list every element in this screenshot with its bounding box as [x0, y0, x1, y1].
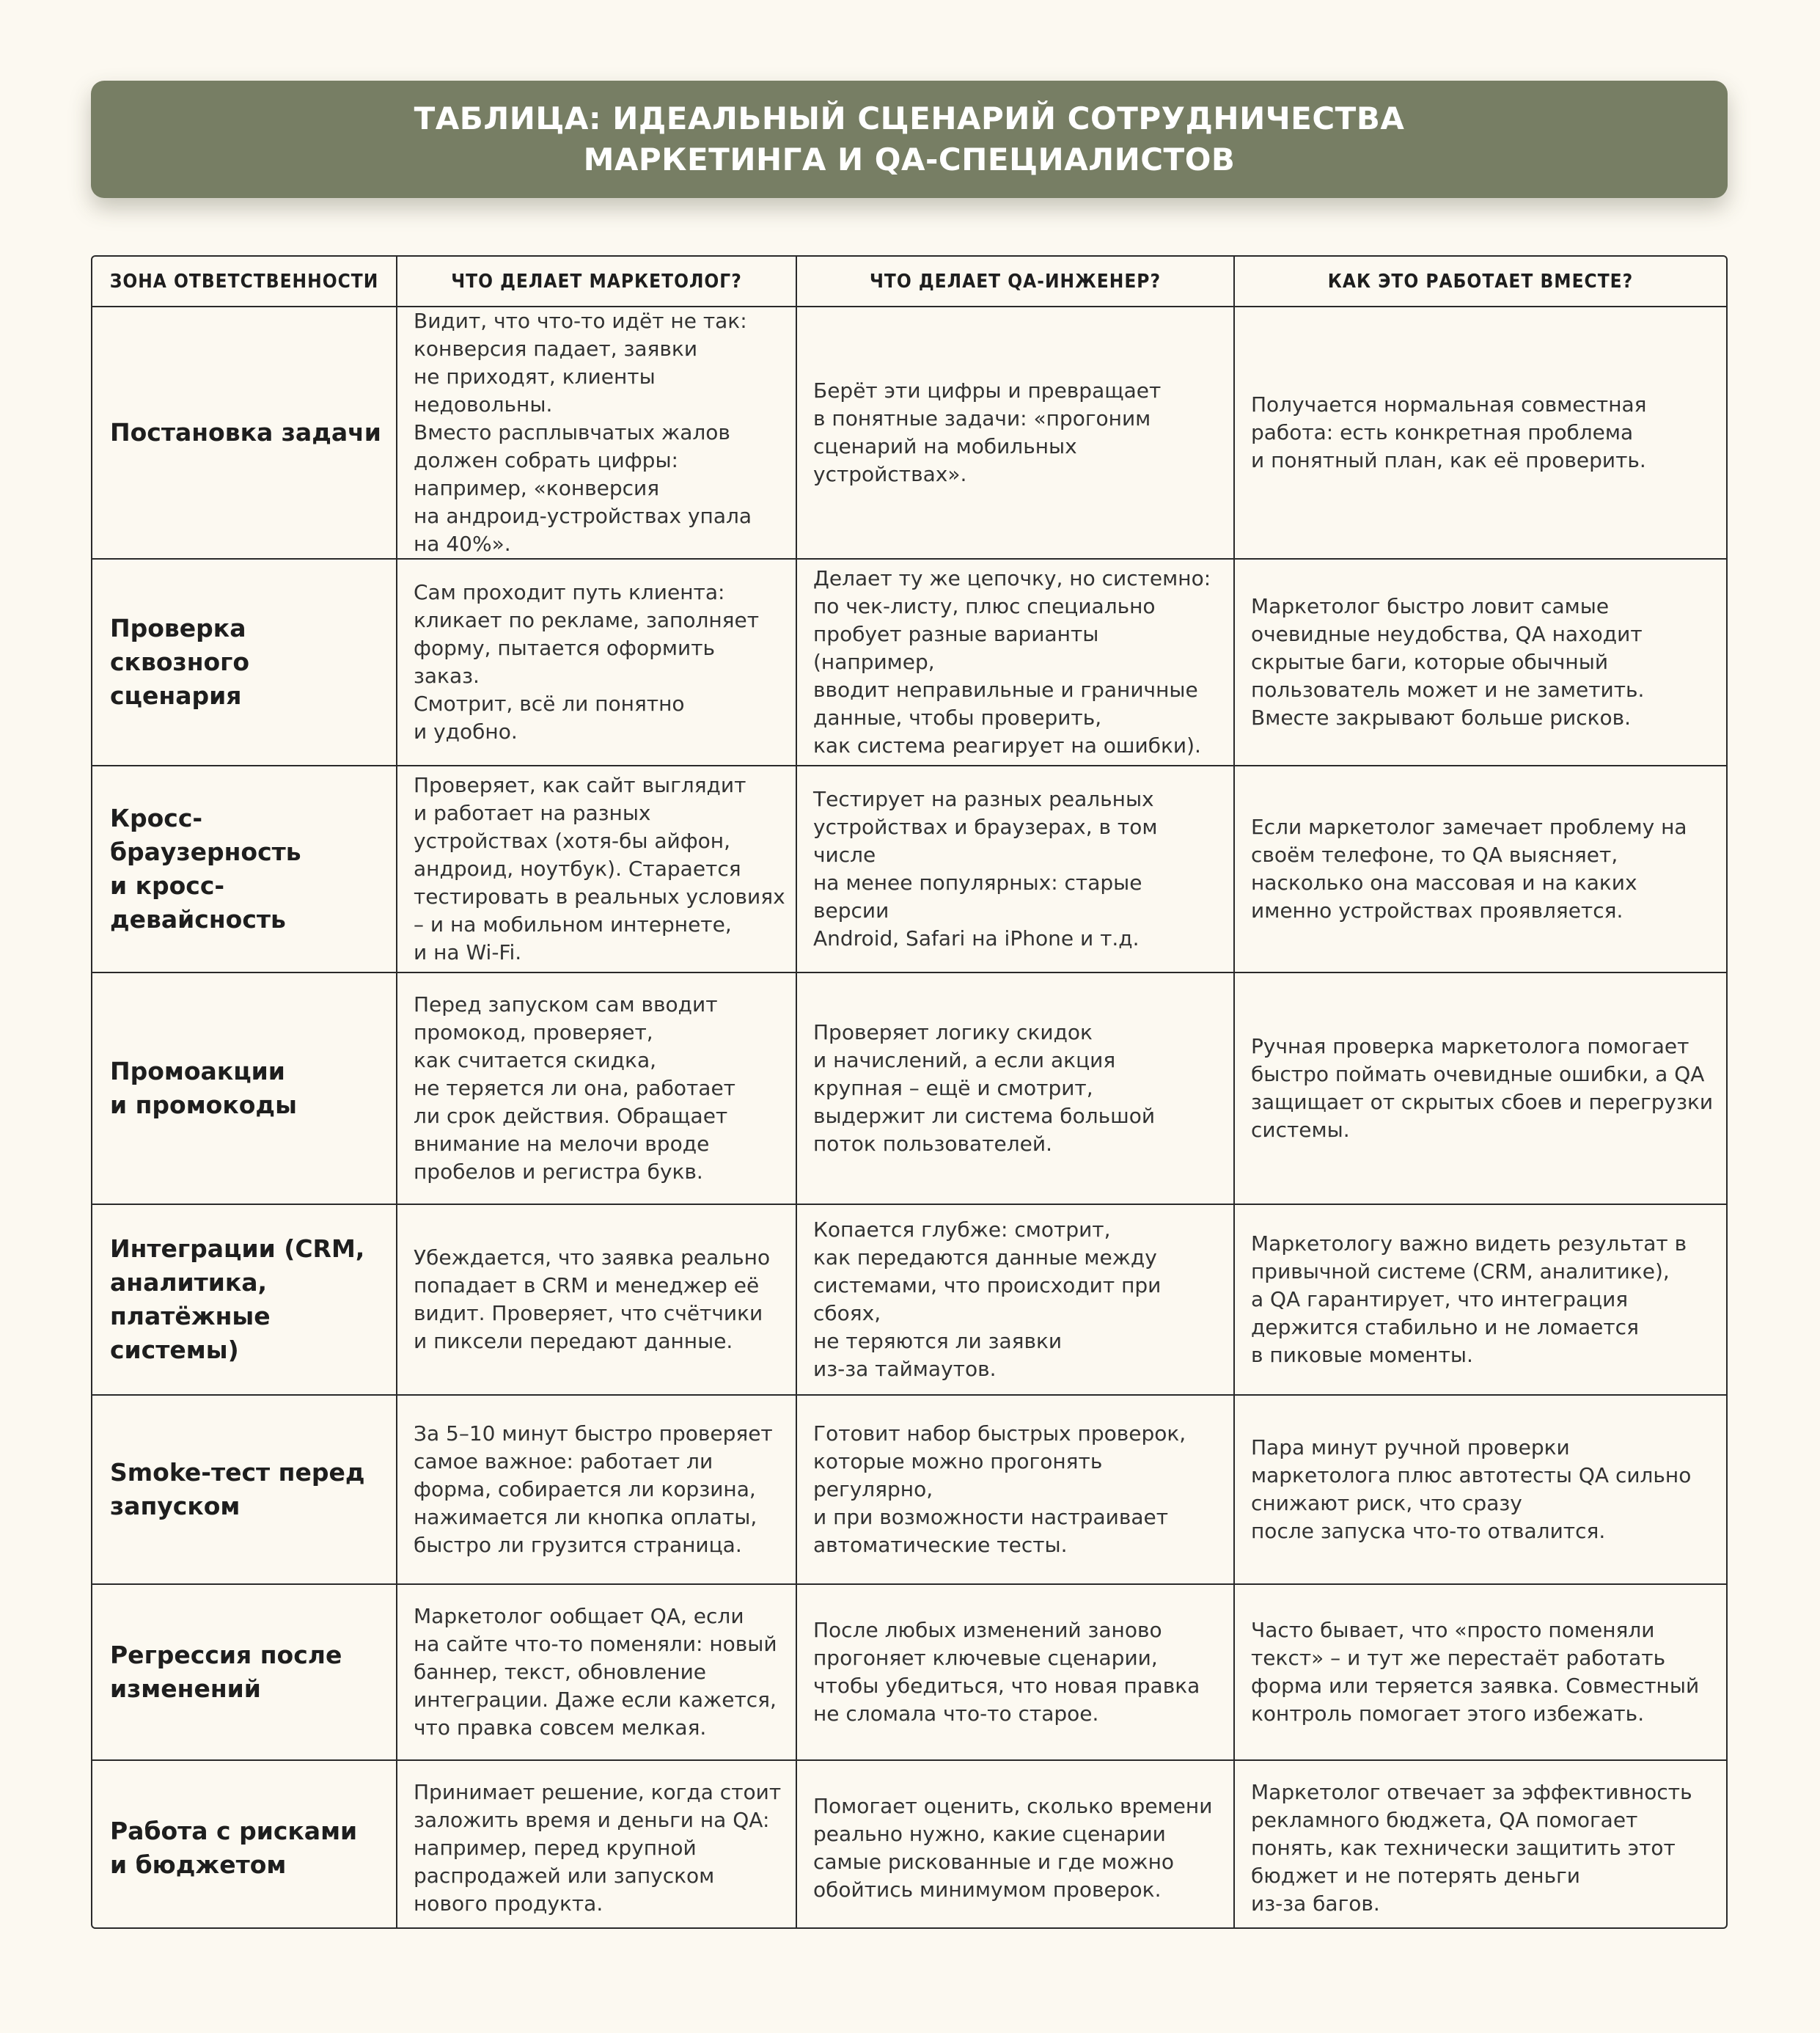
qa-cell: Готовит набор быстрых проверок, которые можно прогонять регулярно, и при возможности настраивает автоматические тесты.	[796, 1395, 1234, 1584]
qa-cell: Делает ту же цепочку, но системно: по чек-листу, плюс специально пробует разные варианты (например, вводит неправильные и граничные данные, чтобы проверить, как система реагирует на ошибки).	[796, 559, 1234, 766]
marketer-cell: Принимает решение, когда стоит заложить время и деньги на QA: например, перед крупной распродажей или запуском нового продукта.	[397, 1760, 796, 1929]
together-cell: Если маркетолог замечает проблему на своём телефоне, то QA выясняет, насколько она массовая и на каких именно устройствах проявляется.	[1234, 766, 1726, 972]
qa-cell: Проверяет логику скидок и начислений, а если акция крупная – ещё и смотрит, выдержит ли система большой поток пользователей.	[796, 972, 1234, 1204]
header-together: КАК ЭТО РАБОТАЕТ ВМЕСТЕ?	[1234, 257, 1726, 307]
qa-cell: Помогает оценить, сколько времени реально нужно, какие сценарии самые рискованные и где можно обойтись минимумом проверок.	[796, 1760, 1234, 1929]
table-row	[92, 1584, 1726, 1760]
marketer-cell: Убеждается, что заявка реально попадает в CRM и менеджер её видит. Проверяет, что счётчики и пиксели передают данные.	[397, 1204, 796, 1395]
marketer-cell: Перед запуском сам вводит промокод, проверяет, как считается скидка, не теряется ли она, работает ли срок действия. Обращает внимание на мелочи вроде пробелов и регистра букв.	[397, 972, 796, 1204]
header-qa: ЧТО ДЕЛАЕТ QA-ИНЖЕНЕР?	[796, 257, 1234, 307]
table-row	[92, 1760, 1726, 1929]
together-cell: Получается нормальная совместная работа: есть конкретная проблема и понятный план, как её проверить.	[1234, 307, 1726, 559]
together-cell: Маркетолог отвечает за эффективность рекламного бюджета, QA помогает понять, как технически защитить этот бюджет и не потерять деньги из-за багов.	[1234, 1760, 1726, 1929]
zone-cell: Постановка задачи	[92, 307, 397, 559]
zone-cell: Промоакции и промокоды	[92, 972, 397, 1204]
banner-title-line-2: МАРКЕТИНГА И QA-СПЕЦИАЛИСТОВ	[583, 142, 1236, 177]
together-cell: Маркетологу важно видеть результат в привычной системе (CRM, аналитике), а QA гарантирует, что интеграция держится стабильно и не ломается в пиковые моменты.	[1234, 1204, 1726, 1395]
marketer-cell: За 5–10 минут быстро проверяет самое важное: работает ли форма, собирается ли корзина, нажимается ли кнопка оплаты, быстро ли грузится страница.	[397, 1395, 796, 1584]
zone-cell: Работа с рисками и бюджетом	[92, 1760, 397, 1929]
zone-cell: Smoke-тест перед запуском	[92, 1395, 397, 1584]
together-cell: Ручная проверка маркетолога помогает быстро поймать очевидные ошибки, а QA защищает от скрытых сбоев и перегрузки системы.	[1234, 972, 1726, 1204]
collaboration-table	[91, 255, 1728, 1929]
marketer-cell: Сам проходит путь клиента: кликает по рекламе, заполняет форму, пытается оформить заказ. Смотрит, всё ли понятно и удобно.	[397, 559, 796, 766]
zone-cell: Кросс-браузерность и кросс-девайсность	[92, 766, 397, 972]
qa-cell: Копается глубже: смотрит, как передаются данные между системами, что происходит при сбоях, не теряются ли заявки из-за таймаутов.	[796, 1204, 1234, 1395]
table-row	[92, 1395, 1726, 1584]
together-cell: Пара минут ручной проверки маркетолога плюс автотесты QA сильно снижают риск, что сразу после запуска что-то отвалится.	[1234, 1395, 1726, 1584]
table-row	[92, 1204, 1726, 1395]
table-header-row	[92, 257, 1726, 307]
header-zone: ЗОНА ОТВЕТСТВЕННОСТИ	[92, 257, 397, 307]
table-row	[92, 559, 1726, 766]
marketer-cell: Проверяет, как сайт выглядит и работает на разных устройствах (хотя-бы айфон, андроид, ноутбук). Старается тестировать в реальных условиях – и на мобильном интернете, и на Wi-Fi.	[397, 766, 796, 972]
table-grid	[92, 257, 1726, 1929]
zone-cell: Интеграции (CRM, аналитика, платёжные системы)	[92, 1204, 397, 1395]
marketer-cell: Маркетолог ообщает QA, если на сайте что-то поменяли: новый баннер, текст, обновление интеграции. Даже если кажется, что правка совсем мелкая.	[397, 1584, 796, 1760]
table-row	[92, 766, 1726, 972]
header-marketer: ЧТО ДЕЛАЕТ МАРКЕТОЛОГ?	[397, 257, 796, 307]
zone-cell: Проверка сквозного сценария	[92, 559, 397, 766]
marketer-cell: Видит, что что-то идёт не так: конверсия падает, заявки не приходят, клиенты недовольны. Вместо расплывчатых жалов должен собрать цифры: например, «конверсия на андроид-устройствах упала на 40%».	[397, 307, 796, 559]
qa-cell: После любых изменений заново прогоняет ключевые сценарии, чтобы убедиться, что новая правка не сломала что-то старое.	[796, 1584, 1234, 1760]
together-cell: Часто бывает, что «просто поменяли текст» – и тут же перестаёт работать форма или теряется заявка. Совместный контроль помогает этого избежать.	[1234, 1584, 1726, 1760]
zone-cell: Регрессия после изменений	[92, 1584, 397, 1760]
together-cell: Маркетолог быстро ловит самые очевидные неудобства, QA находит скрытые баги, которые обычный пользователь может и не заметить. Вместе закрывают больше рисков.	[1234, 559, 1726, 766]
qa-cell: Берёт эти цифры и превращает в понятные задачи: «прогоним сценарий на мобильных устройствах».	[796, 307, 1234, 559]
qa-cell: Тестирует на разных реальных устройствах и браузерах, в том числе на менее популярных: старые версии Android, Safari на iPhone и т.д.	[796, 766, 1234, 972]
table-row	[92, 972, 1726, 1204]
title-banner	[91, 81, 1728, 198]
banner-title-line-1: ТАБЛИЦА: ИДЕАЛЬНЫЙ СЦЕНАРИЙ СОТРУДНИЧЕСТВА	[414, 100, 1405, 136]
table-row	[92, 307, 1726, 559]
